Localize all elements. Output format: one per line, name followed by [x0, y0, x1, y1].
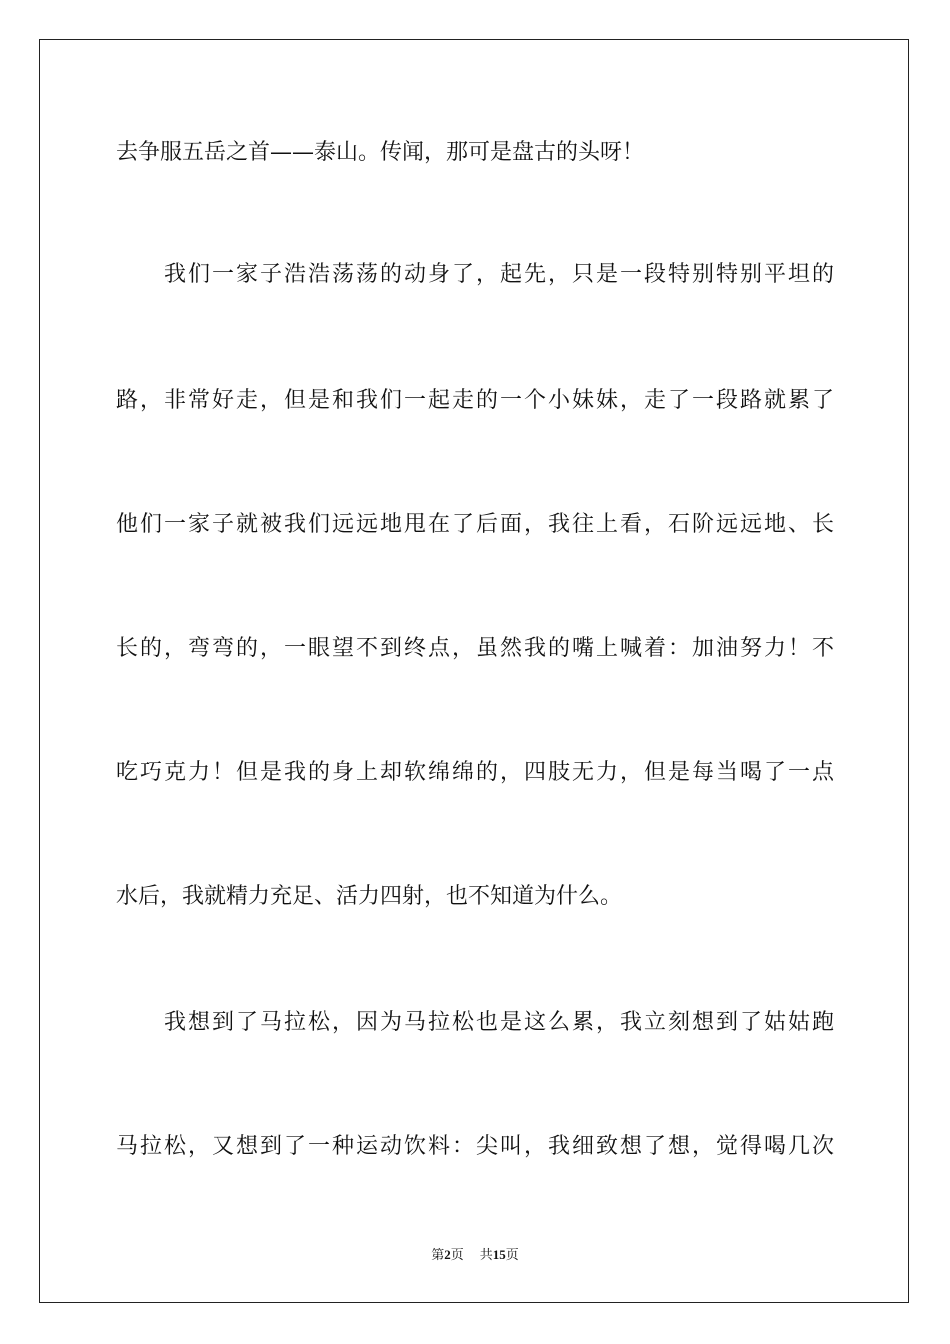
total-suffix: 页 — [505, 1248, 519, 1263]
page-border — [39, 39, 909, 1303]
text-line: 路，非常好走，但是和我们一起走的一个小妹妹，走了一段路就累了 — [116, 388, 834, 413]
text-line: 他们一家子就被我们远远地甩在了后面，我往上看，石阶远远地、长 — [116, 512, 834, 537]
total-prefix: 共 — [479, 1248, 493, 1263]
total-pages: 15 — [492, 1247, 506, 1262]
page-suffix: 页 — [450, 1248, 464, 1263]
page-footer — [0, 1246, 950, 1265]
text-line: 我们一家子浩浩荡荡的动身了，起先，只是一段特别特别平坦的 — [164, 262, 834, 287]
page-prefix: 第 — [431, 1248, 445, 1263]
text-line: 水后，我就精力充足、活力四射，也不知道为什么。 — [116, 884, 623, 909]
text-line: 马拉松，又想到了一种运动饮料：尖叫，我细致想了想，觉得喝几次 — [116, 1134, 834, 1159]
text-line: 去争服五岳之首——泰山。传闻，那可是盘古的头呀！ — [116, 140, 645, 165]
text-line: 长的，弯弯的，一眼望不到终点，虽然我的嘴上喊着：加油努力！不 — [116, 636, 834, 661]
text-line: 我想到了马拉松，因为马拉松也是这么累，我立刻想到了姑姑跑 — [164, 1010, 834, 1035]
text-line: 吃巧克力！但是我的身上却软绵绵的，四肢无力，但是每当喝了一点 — [116, 760, 834, 785]
page-number: 2 — [444, 1247, 451, 1262]
